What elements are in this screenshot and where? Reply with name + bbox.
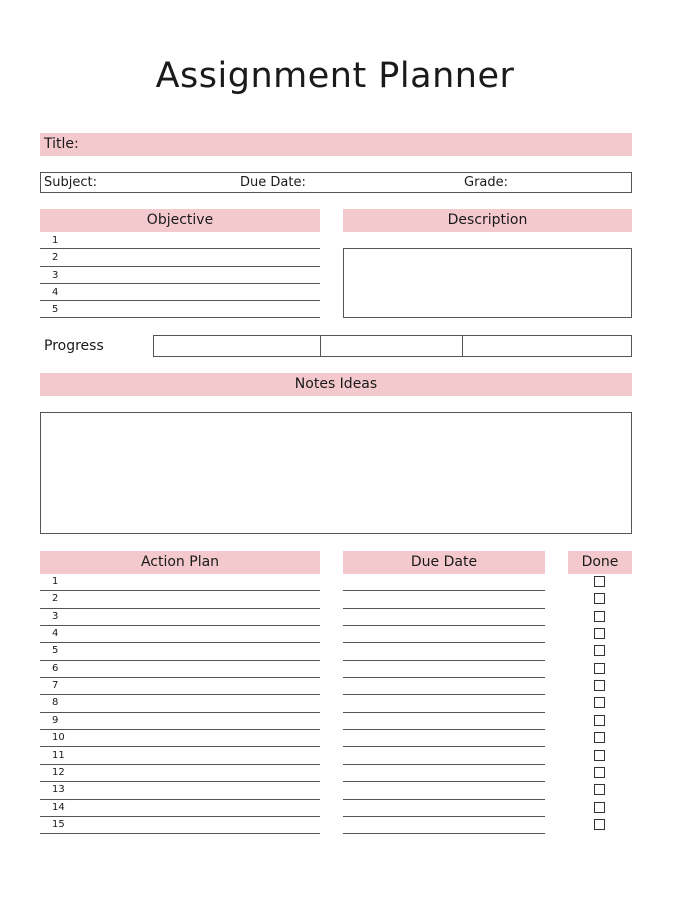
objective-header: Objective bbox=[40, 209, 320, 232]
done-checkbox[interactable] bbox=[594, 819, 605, 830]
action-plan-row[interactable] bbox=[40, 730, 320, 747]
due-date-row[interactable] bbox=[343, 713, 545, 730]
row-number: 7 bbox=[52, 680, 59, 692]
action-plan-row[interactable] bbox=[40, 643, 320, 660]
row-number: 3 bbox=[52, 269, 59, 281]
done-checkbox[interactable] bbox=[594, 645, 605, 656]
done-checkbox[interactable] bbox=[594, 611, 605, 622]
done-checkbox[interactable] bbox=[594, 663, 605, 674]
row-number: 15 bbox=[52, 818, 65, 830]
done-checkbox[interactable] bbox=[594, 767, 605, 778]
progress-cell-1[interactable] bbox=[153, 335, 321, 357]
assignment-title-field[interactable] bbox=[40, 133, 632, 156]
action-plan-row[interactable] bbox=[40, 626, 320, 643]
done-header: Done bbox=[568, 551, 632, 574]
due-date-label: Due Date: bbox=[240, 175, 306, 190]
progress-cell-2[interactable] bbox=[320, 335, 463, 357]
row-number: 11 bbox=[52, 749, 65, 761]
action-plan-row[interactable] bbox=[40, 661, 320, 678]
due-date-row[interactable] bbox=[343, 678, 545, 695]
row-number: 5 bbox=[52, 645, 59, 657]
done-checkbox[interactable] bbox=[594, 732, 605, 743]
done-checkbox[interactable] bbox=[594, 750, 605, 761]
row-number: 6 bbox=[52, 662, 59, 674]
row-number: 9 bbox=[52, 714, 59, 726]
row-number: 4 bbox=[52, 628, 59, 640]
action-plan-row[interactable] bbox=[40, 591, 320, 608]
row-number: 5 bbox=[52, 304, 59, 316]
action-plan-row[interactable] bbox=[40, 609, 320, 626]
due-date-row[interactable] bbox=[343, 643, 545, 660]
done-checkbox[interactable] bbox=[594, 576, 605, 587]
grade-label: Grade: bbox=[464, 175, 509, 190]
progress-cell-3[interactable] bbox=[462, 335, 632, 357]
due-date-header: Due Date bbox=[343, 551, 545, 574]
action-plan-row[interactable] bbox=[40, 748, 320, 765]
action-plan-row[interactable] bbox=[40, 678, 320, 695]
action-plan-header: Action Plan bbox=[40, 551, 320, 574]
row-number: 14 bbox=[52, 801, 65, 813]
action-plan-row[interactable] bbox=[40, 713, 320, 730]
done-checkbox[interactable] bbox=[594, 802, 605, 813]
title-label: Title: bbox=[44, 136, 79, 152]
due-date-row[interactable] bbox=[343, 626, 545, 643]
done-checkbox[interactable] bbox=[594, 593, 605, 604]
due-date-row[interactable] bbox=[343, 765, 545, 782]
objective-row[interactable] bbox=[40, 232, 320, 249]
subject-label: Subject: bbox=[44, 175, 97, 190]
row-number: 3 bbox=[52, 610, 59, 622]
action-plan-row[interactable] bbox=[40, 782, 320, 799]
objective-row[interactable] bbox=[40, 301, 320, 318]
done-checkbox[interactable] bbox=[594, 697, 605, 708]
progress-label: Progress bbox=[44, 338, 104, 354]
done-checkbox[interactable] bbox=[594, 784, 605, 795]
description-header: Description bbox=[343, 209, 632, 232]
due-date-row[interactable] bbox=[343, 782, 545, 799]
done-checkbox[interactable] bbox=[594, 628, 605, 639]
action-plan-row[interactable] bbox=[40, 817, 320, 834]
due-date-row[interactable] bbox=[343, 748, 545, 765]
action-plan-row[interactable] bbox=[40, 800, 320, 817]
page-title: Assignment Planner bbox=[155, 56, 515, 96]
row-number: 12 bbox=[52, 766, 65, 778]
objective-row[interactable] bbox=[40, 284, 320, 301]
action-plan-row[interactable] bbox=[40, 695, 320, 712]
due-date-row[interactable] bbox=[343, 574, 545, 591]
info-row bbox=[40, 172, 632, 193]
row-number: 1 bbox=[52, 576, 59, 587]
row-number: 2 bbox=[52, 593, 59, 605]
objective-row[interactable] bbox=[40, 249, 320, 266]
due-date-row[interactable] bbox=[343, 800, 545, 817]
due-date-row[interactable] bbox=[343, 695, 545, 712]
due-date-row[interactable] bbox=[343, 609, 545, 626]
row-number: 4 bbox=[52, 286, 59, 298]
notes-box[interactable] bbox=[40, 412, 632, 534]
done-checkbox[interactable] bbox=[594, 715, 605, 726]
due-date-row[interactable] bbox=[343, 817, 545, 834]
due-date-row[interactable] bbox=[343, 730, 545, 747]
objective-row[interactable] bbox=[40, 267, 320, 284]
done-checkbox[interactable] bbox=[594, 680, 605, 691]
row-number: 2 bbox=[52, 252, 59, 264]
due-date-row[interactable] bbox=[343, 591, 545, 608]
notes-header: Notes Ideas bbox=[40, 373, 632, 396]
row-number: 10 bbox=[52, 732, 65, 744]
row-number: 8 bbox=[52, 697, 59, 709]
due-date-row[interactable] bbox=[343, 661, 545, 678]
row-number: 13 bbox=[52, 784, 65, 796]
row-number: 1 bbox=[52, 235, 59, 246]
action-plan-row[interactable] bbox=[40, 765, 320, 782]
description-box[interactable] bbox=[343, 248, 632, 318]
action-plan-row[interactable] bbox=[40, 574, 320, 591]
